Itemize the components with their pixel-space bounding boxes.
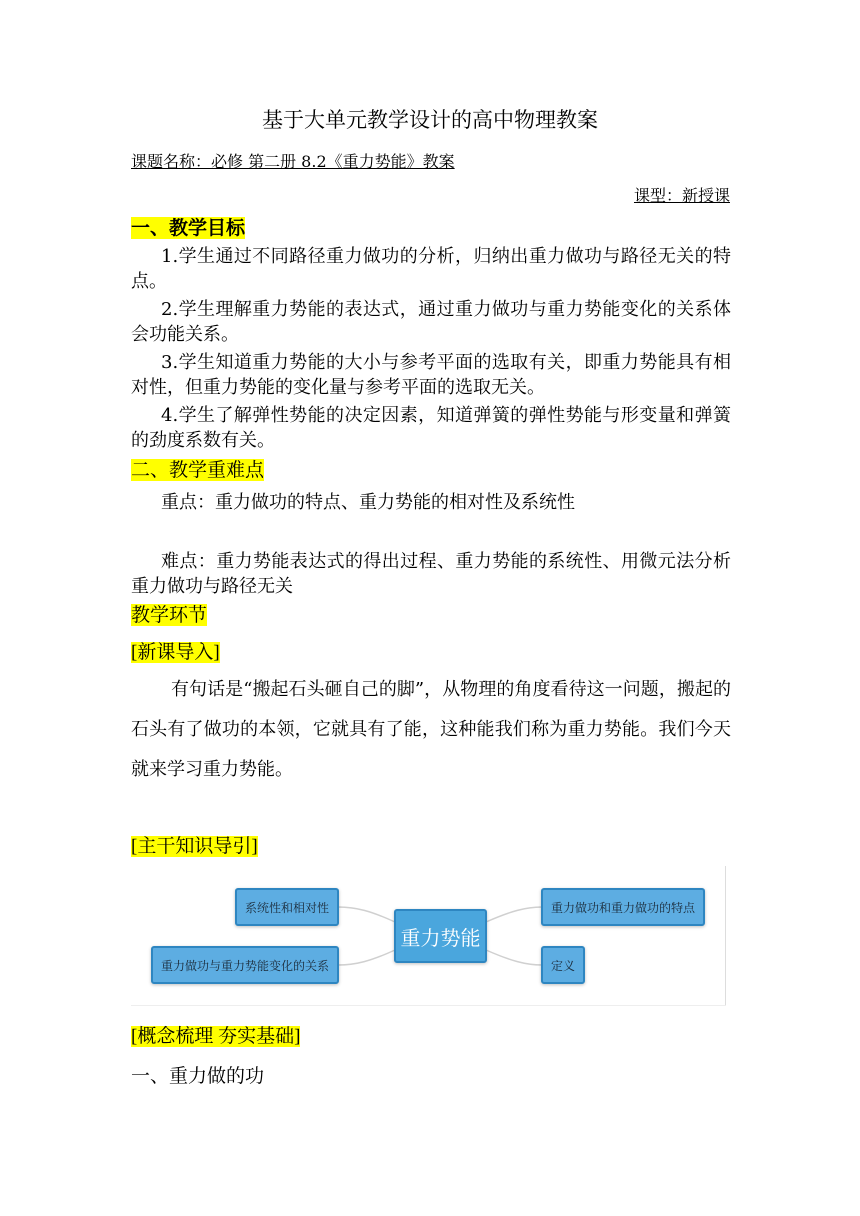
new-lesson-text: 有句话是“搬起石头砸自己的脚”，从物理的角度看待这一问题，搬起的石头有了做功的本领，它就具有了能，这种能我们称为重力势能。我们今天就来学习重力势能。: [131, 679, 731, 780]
section-heading-text: 二、教学重难点: [131, 459, 265, 481]
lesson-type: 课型：新授课: [633, 186, 730, 205]
knowledge-guide-heading: [131, 831, 258, 858]
mind-map-node-relation: 重力做功与重力势能变化的关系: [151, 946, 339, 984]
concept-subheading: 一、重力做的功: [131, 1065, 265, 1087]
link-line: [486, 907, 542, 922]
mind-map: [131, 866, 726, 1006]
teaching-steps-label: [131, 600, 207, 627]
knowledge-guide-heading-text: [主干知识导引]: [131, 836, 258, 857]
section-heading-key-points: [131, 455, 264, 482]
objective-item: 1.学生通过不同路径重力做功的分析，归纳出重力做功与路径无关的特点。: [131, 246, 731, 292]
objective-item: 4.学生了解弹性势能的决定因素，知道弹簧的弹性势能与形变量和弹簧的劲度系数有关。: [131, 405, 731, 451]
link-line: [338, 907, 395, 922]
section-heading-objectives: [131, 213, 245, 240]
mind-map-center-node: 重力势能: [394, 909, 487, 963]
link-line: [486, 950, 542, 965]
course-name: 课题名称：必修 第二册 8.2《重力势能》教案: [131, 152, 455, 171]
mind-map-node-work-features: 重力做功和重力做功的特点: [541, 888, 705, 926]
concept-heading-text: [概念梳理 夯实基础]: [131, 1026, 301, 1047]
new-lesson-heading-text: [新课导入]: [131, 642, 220, 663]
objective-item: 2.学生理解重力势能的表达式，通过重力做功与重力势能变化的关系体会功能关系。: [131, 299, 731, 345]
link-line: [338, 950, 395, 965]
objective-item: 3.学生知道重力势能的大小与参考平面的选取有关，即重力势能具有相对性，但重力势能的变化量与参考平面的选取无关。: [131, 352, 731, 398]
teaching-steps-text: 教学环节: [131, 604, 208, 626]
new-lesson-heading: [131, 637, 220, 664]
difficulty-point: 难点：重力势能表达式的得出过程、重力势能的系统性、用微元法分析重力做功与路径无关: [131, 551, 731, 597]
mind-map-node-definition: 定义: [541, 946, 585, 984]
key-point: 重点：重力做功的特点、重力势能的相对性及系统性: [161, 492, 575, 513]
document-title: 基于大单元教学设计的高中物理教案: [262, 108, 598, 132]
section-heading-text: 一、教学目标: [131, 217, 246, 239]
mind-map-node-systematic: 系统性和相对性: [235, 888, 339, 926]
concept-heading: [131, 1021, 300, 1048]
